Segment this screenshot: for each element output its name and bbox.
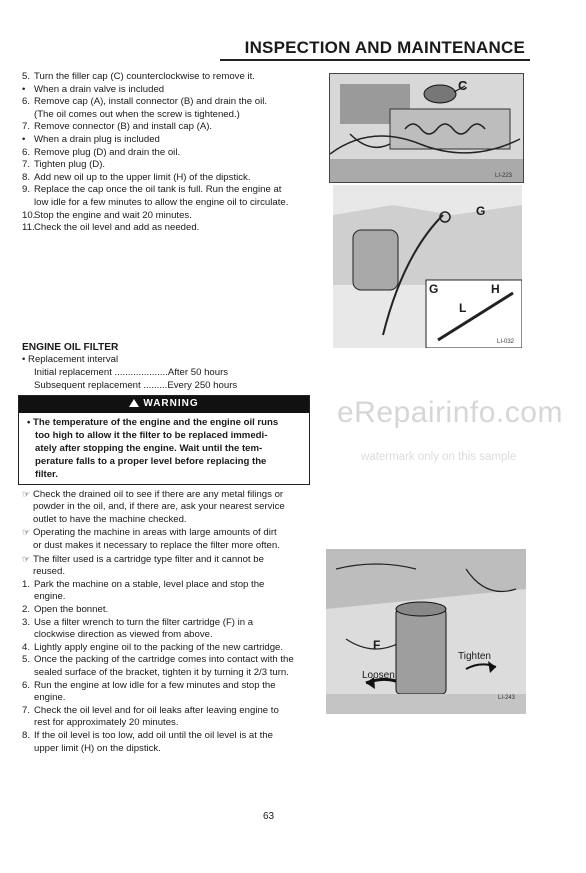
watermark-sample: watermark only on this sample <box>361 451 517 463</box>
note-text: The filter used is a cartridge type filter and it cannot be <box>33 553 264 565</box>
step-text: Open the bonnet. <box>34 604 109 616</box>
step-number: 5. <box>22 654 31 666</box>
interval-label: • Replacement interval <box>22 354 119 366</box>
warning-triangle-icon <box>129 399 139 407</box>
note-line <box>22 526 312 540</box>
left-column <box>22 71 312 755</box>
step-line <box>22 147 312 160</box>
step-line <box>22 579 312 592</box>
step-line <box>22 642 312 655</box>
label-loosen: Loosen <box>362 670 395 681</box>
step-text: Park the machine on a stable, level place and stop the <box>34 578 265 590</box>
step-number: • <box>22 133 26 145</box>
note-text: Operating the machine in areas with large amounts of dirt <box>33 527 277 539</box>
oil-change-steps <box>22 71 312 235</box>
label-tighten: Tighten <box>458 651 491 662</box>
step-number: 2. <box>22 604 31 616</box>
figure-filler-cap <box>329 73 524 183</box>
step-text: sealed surface of the bracket, tighten it by turning it 2/3 turn. <box>34 667 289 678</box>
step-text: If the oil level is too low, add oil until the oil level is at the <box>34 729 273 741</box>
warning-line: perature falls to a proper level before replacing the <box>35 455 267 467</box>
subsequent-replacement: Subsequent replacement .........Every 250 hours <box>34 379 238 391</box>
step-number: 5. <box>22 71 31 82</box>
step-text: Check the oil level and for oil leaks after leaving engine to <box>34 704 279 716</box>
step-line <box>22 680 312 693</box>
page-number: 63 <box>263 811 275 822</box>
pointing-hand-icon: ☞ <box>22 553 31 564</box>
note-line <box>22 566 312 579</box>
step-number: 1. <box>22 578 31 590</box>
note-text: outlet to have the machine checked. <box>33 513 187 525</box>
label-g-inset: G <box>429 282 439 296</box>
step-text: clockwise direction as viewed from above. <box>34 629 213 641</box>
step-text: When a drain plug is included <box>34 133 160 145</box>
step-text: Check the oil level and add as needed. <box>34 222 200 234</box>
step-line <box>22 134 312 147</box>
oil-filter-illustration <box>326 549 526 714</box>
step-number: 7. <box>22 121 31 133</box>
step-line <box>22 71 312 84</box>
step-number: 7. <box>22 159 31 171</box>
step-line <box>22 654 312 667</box>
step-line <box>22 222 312 235</box>
step-text: Remove connector (B) and install cap (A). <box>34 121 213 133</box>
notes <box>22 488 312 579</box>
step-line <box>22 121 312 134</box>
step-text: engine. <box>34 591 66 603</box>
step-text: When a drain valve is included <box>34 83 165 95</box>
initial-replacement: Initial replacement ....................After 50 hours <box>34 366 229 378</box>
step-line <box>22 705 312 718</box>
step-line <box>22 730 312 743</box>
step-number: 6. <box>22 146 31 158</box>
step-number: 4. <box>22 641 31 653</box>
note-text: reused. <box>33 566 65 578</box>
label-c: C <box>458 78 468 93</box>
note-line <box>22 514 312 527</box>
label-g-top: G <box>476 204 486 218</box>
pointing-hand-icon: ☞ <box>22 527 31 538</box>
step-text: low idle for a few minutes to allow the engine oil to circulate. <box>34 196 289 208</box>
figure-dipstick <box>333 185 522 348</box>
step-text: Once the packing of the cartridge comes into contact with the <box>34 654 294 666</box>
figure-code: LI-243 <box>498 695 516 701</box>
step-text: Remove plug (D) and drain the oil. <box>34 146 181 158</box>
filter-steps <box>22 579 312 755</box>
step-line <box>22 617 312 630</box>
step-text: engine. <box>34 692 66 704</box>
label-f: F <box>373 638 381 652</box>
note-line <box>22 501 312 514</box>
step-text: Replace the cap once the oil tank is full. Run the engine at <box>34 184 282 196</box>
step-text: rest for approximately 20 minutes. <box>34 717 179 729</box>
warning-line: • The temperature of the engine and the engine oil runs <box>27 416 279 428</box>
section-title: ENGINE OIL FILTER <box>22 341 119 353</box>
note-line <box>22 488 312 502</box>
step-line <box>22 667 312 680</box>
warning-line: filter. <box>35 468 58 480</box>
warning-line: too high to allow it the filter to be replaced immedi- <box>35 429 268 441</box>
step-number: 8. <box>22 171 31 183</box>
figure-code: LI-223 <box>495 173 513 179</box>
page-header <box>230 38 525 60</box>
warning-header <box>19 396 309 413</box>
warning-heading: WARNING <box>143 398 199 410</box>
step-text: Tighten plug (D). <box>34 159 106 171</box>
step-text: Use a filter wrench to turn the filter cartridge (F) in a <box>34 616 254 628</box>
step-number: 10. <box>22 209 36 221</box>
warning-text <box>19 413 309 484</box>
label-h: H <box>491 282 500 296</box>
step-text: Stop the engine and wait 20 minutes. <box>34 209 192 221</box>
step-text: Run the engine at low idle for a few minutes and stop the <box>34 679 276 691</box>
figure-oil-filter <box>326 549 526 714</box>
figure-code: LI-032 <box>497 339 515 345</box>
step-number: • <box>22 83 26 95</box>
step-number: 7. <box>22 704 31 716</box>
step-line <box>22 159 312 172</box>
step-line <box>22 692 312 705</box>
step-number: 3. <box>22 616 31 628</box>
pointing-hand-icon: ☞ <box>22 488 31 499</box>
step-line <box>22 743 312 756</box>
page-title: INSPECTION AND MAINTENANCE <box>244 38 525 57</box>
step-line <box>22 210 312 223</box>
engine-top-illustration <box>330 74 523 182</box>
step-line <box>22 717 312 730</box>
note-text: powder in the oil, and, if there are, ask your nearest service <box>33 501 285 513</box>
step-line <box>22 591 312 604</box>
step-number: 11. <box>22 222 35 234</box>
step-line <box>22 96 312 109</box>
note-line <box>22 553 312 567</box>
step-line <box>22 109 312 122</box>
step-line <box>22 197 312 210</box>
header-rule <box>220 59 530 61</box>
label-l: L <box>459 301 467 315</box>
warning-line: ately after stopping the engine. Wait until the tem- <box>35 442 263 454</box>
step-text: Lightly apply engine oil to the packing of the new cartridge. <box>34 641 284 653</box>
step-text: upper limit (H) on the dipstick. <box>34 742 161 754</box>
step-line <box>22 604 312 617</box>
watermark-site: eRepairinfo.com <box>337 396 563 429</box>
step-number: 9. <box>22 184 31 196</box>
step-text: Turn the filler cap (C) counterclockwise to remove it. <box>34 71 255 82</box>
step-line <box>22 629 312 642</box>
note-line <box>22 540 312 553</box>
step-text: Add new oil up to the upper limit (H) of the dipstick. <box>34 171 251 183</box>
note-text: Check the drained oil to see if there are any metal filings or <box>33 488 284 500</box>
step-text: Remove cap (A), install connector (B) and drain the oil. <box>34 96 268 108</box>
note-text: or dust makes it necessary to replace the filter more often. <box>33 540 280 552</box>
warning-box <box>18 395 310 485</box>
step-line <box>22 184 312 197</box>
step-text: (The oil comes out when the screw is tightened.) <box>34 108 240 120</box>
step-number: 6. <box>22 679 31 691</box>
step-number: 8. <box>22 729 31 741</box>
step-line <box>22 84 312 97</box>
step-number: 6. <box>22 96 31 108</box>
step-line <box>22 172 312 185</box>
dipstick-illustration <box>333 185 522 348</box>
